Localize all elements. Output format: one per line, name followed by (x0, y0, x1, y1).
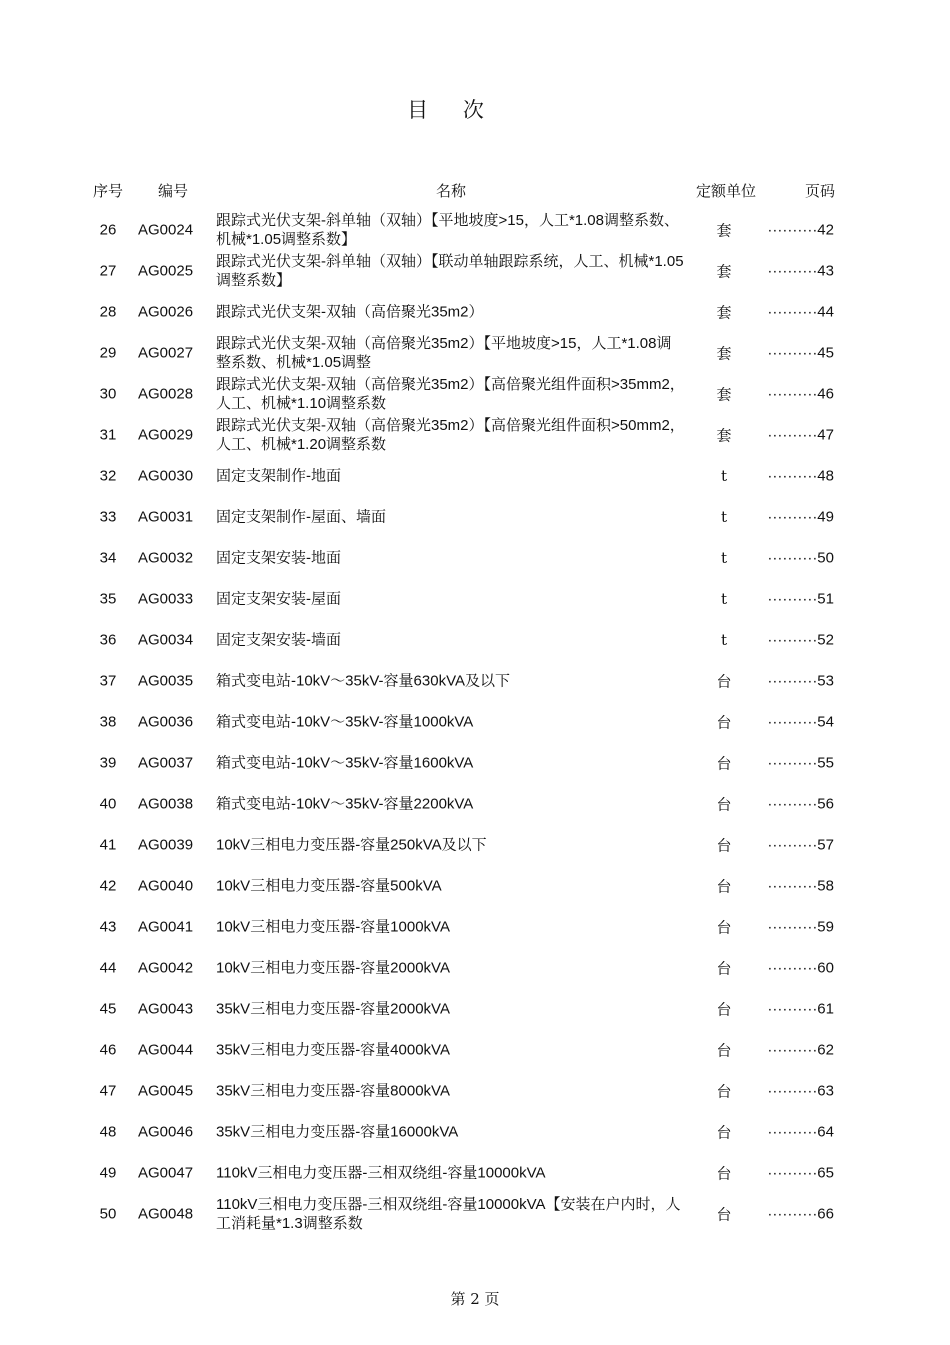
table-row (0, 1070, 950, 1111)
row-no: 42 (99, 877, 117, 894)
table-row (0, 332, 950, 373)
row-page[interactable]: ··········62 (767, 1041, 834, 1058)
row-unit: 台 (716, 754, 732, 772)
table-row (0, 496, 950, 537)
row-no: 50 (99, 1205, 117, 1222)
row-name: 35kV三相电力变压器-容量4000kVA (216, 1041, 450, 1058)
row-no: 48 (99, 1123, 117, 1140)
row-no: 43 (99, 918, 117, 935)
table-row (0, 1152, 950, 1193)
row-page[interactable]: ··········50 (767, 549, 834, 566)
row-no: 45 (99, 1000, 117, 1017)
row-no: 46 (99, 1041, 117, 1058)
page-number: 第 2 页 (450, 1290, 500, 1308)
row-name: 110kV三相电力变压器-三相双绕组-容量10000kVA【安装在户内时，人工消耗量*1.3调整系数 (216, 1195, 681, 1232)
row-code: AG0027 (138, 344, 194, 361)
row-page[interactable]: ··········58 (767, 877, 834, 894)
row-page[interactable]: ··········65 (767, 1164, 834, 1181)
row-unit: t (720, 630, 728, 649)
row-page[interactable]: ··········54 (767, 713, 834, 730)
row-name: 跟踪式光伏支架-双轴（高倍聚光35m2）【高倍聚光组件面积>50mm2，人工、机械*1.20调整系数 (216, 416, 685, 453)
row-no: 26 (99, 221, 117, 238)
table-header (0, 180, 950, 202)
row-page[interactable]: ··········51 (767, 590, 834, 607)
row-name: 10kV三相电力变压器-容量2000kVA (216, 959, 450, 976)
header-code: 编号 (158, 183, 189, 200)
table-row (0, 1029, 950, 1070)
row-page[interactable]: ··········61 (767, 1000, 834, 1017)
row-code: AG0048 (138, 1205, 194, 1222)
row-name: 箱式变电站-10kV～35kV-容量2200kVA (216, 795, 474, 812)
row-name: 固定支架安装-屋面 (216, 590, 341, 607)
row-code: AG0039 (138, 836, 194, 853)
row-no: 37 (99, 672, 117, 689)
row-no: 27 (99, 262, 117, 279)
row-unit: t (720, 548, 728, 567)
row-page[interactable]: ··········48 (767, 467, 834, 484)
row-page[interactable]: ··········56 (767, 795, 834, 812)
table-row (0, 578, 950, 619)
row-no: 30 (99, 385, 117, 402)
row-unit: 套 (716, 385, 732, 403)
row-code: AG0036 (138, 713, 194, 730)
row-page[interactable]: ··········45 (767, 344, 834, 361)
row-name: 10kV三相电力变压器-容量1000kVA (216, 918, 450, 935)
table-row (0, 660, 950, 701)
table-row (0, 250, 950, 291)
row-code: AG0041 (138, 918, 194, 935)
row-name: 跟踪式光伏支架-斜单轴（双轴）【平地坡度>15，人工*1.08调整系数、机械*1.05调整系数】 (216, 211, 679, 248)
row-name: 110kV三相电力变压器-三相双绕组-容量10000kVA (216, 1164, 546, 1181)
row-no: 35 (99, 590, 117, 607)
row-code: AG0024 (138, 221, 194, 238)
row-name: 35kV三相电力变压器-容量16000kVA (216, 1123, 459, 1140)
row-code: AG0028 (138, 385, 194, 402)
row-no: 49 (99, 1164, 117, 1181)
row-name: 跟踪式光伏支架-斜单轴（双轴）【联动单轴跟踪系统，人工、机械*1.05调整系数】 (216, 252, 684, 289)
row-no: 40 (99, 795, 117, 812)
row-unit: 台 (716, 1123, 732, 1141)
header-unit: 定额单位 (695, 183, 756, 200)
row-code: AG0038 (138, 795, 194, 812)
row-no: 31 (99, 426, 117, 443)
row-page[interactable]: ··········64 (767, 1123, 834, 1140)
row-page[interactable]: ··········44 (767, 303, 834, 320)
row-code: AG0046 (138, 1123, 194, 1140)
table-row (0, 988, 950, 1029)
row-name: 固定支架制作-屋面、墙面 (216, 508, 386, 525)
row-page[interactable]: ··········49 (767, 508, 834, 525)
table-row (0, 947, 950, 988)
row-unit: 套 (716, 344, 732, 362)
table-row (0, 209, 950, 250)
row-name: 箱式变电站-10kV～35kV-容量1600kVA (216, 754, 474, 771)
row-unit: 套 (716, 303, 732, 321)
row-name: 10kV三相电力变压器-容量250kVA及以下 (216, 836, 487, 853)
row-page[interactable]: ··········66 (767, 1205, 834, 1222)
row-name: 35kV三相电力变压器-容量8000kVA (216, 1082, 450, 1099)
row-unit: t (720, 589, 728, 608)
row-code: AG0032 (138, 549, 194, 566)
row-unit: 台 (716, 1041, 732, 1059)
row-page[interactable]: ··········43 (767, 262, 834, 279)
row-code: AG0029 (138, 426, 194, 443)
row-name: 箱式变电站-10kV～35kV-容量630kVA及以下 (216, 672, 510, 689)
row-unit: 套 (716, 221, 732, 239)
row-page[interactable]: ··········52 (767, 631, 834, 648)
row-no: 41 (99, 836, 117, 853)
row-no: 28 (99, 303, 117, 320)
row-page[interactable]: ··········55 (767, 754, 834, 771)
row-unit: 台 (716, 713, 732, 731)
table-row (0, 1111, 950, 1152)
row-code: AG0031 (138, 508, 194, 525)
row-no: 44 (99, 959, 117, 976)
row-page[interactable]: ··········42 (767, 221, 834, 238)
row-unit: 台 (716, 1164, 732, 1182)
row-page[interactable]: ··········59 (767, 918, 834, 935)
row-name: 跟踪式光伏支架-双轴（高倍聚光35m2）【高倍聚光组件面积>35mm2，人工、机械*1.10调整系数 (216, 375, 685, 412)
row-unit: 台 (716, 1082, 732, 1100)
row-page[interactable]: ··········57 (767, 836, 834, 853)
row-code: AG0044 (138, 1041, 194, 1058)
table-row (0, 701, 950, 742)
row-name: 固定支架制作-地面 (216, 467, 341, 484)
table-row (0, 291, 950, 332)
table-row (0, 742, 950, 783)
row-name: 35kV三相电力变压器-容量2000kVA (216, 1000, 450, 1017)
table-row (0, 455, 950, 496)
row-name: 10kV三相电力变压器-容量500kVA (216, 877, 442, 894)
row-code: AG0042 (138, 959, 194, 976)
row-no: 38 (99, 713, 117, 730)
row-code: AG0035 (138, 672, 194, 689)
row-no: 39 (99, 754, 117, 771)
table-row (0, 1193, 950, 1234)
row-no: 32 (99, 467, 117, 484)
row-page[interactable]: ··········53 (767, 672, 834, 689)
row-no: 47 (99, 1082, 117, 1099)
row-unit: 台 (716, 795, 732, 813)
row-unit: 套 (716, 262, 732, 280)
row-name: 跟踪式光伏支架-双轴（高倍聚光35m2）【平地坡度>15，人工*1.08调整系数、机械*1.05调整 (216, 334, 672, 371)
table-row (0, 865, 950, 906)
row-name: 固定支架安装-墙面 (216, 631, 341, 648)
row-name: 箱式变电站-10kV～35kV-容量1000kVA (216, 713, 474, 730)
row-unit: 台 (716, 1205, 732, 1223)
row-code: AG0033 (138, 590, 194, 607)
row-page[interactable]: ··········46 (767, 385, 834, 402)
row-unit: t (720, 466, 728, 485)
toc-table (0, 209, 950, 1234)
row-no: 29 (99, 344, 117, 361)
row-unit: 台 (716, 836, 732, 854)
table-row (0, 537, 950, 578)
row-page[interactable]: ··········60 (767, 959, 834, 976)
row-name: 跟踪式光伏支架-双轴（高倍聚光35m2） (216, 303, 484, 320)
row-unit: 套 (716, 426, 732, 444)
row-page[interactable]: ··········63 (767, 1082, 834, 1099)
row-unit: 台 (716, 1000, 732, 1018)
row-code: AG0037 (138, 754, 194, 771)
row-no: 33 (99, 508, 117, 525)
row-code: AG0040 (138, 877, 194, 894)
row-unit: 台 (716, 672, 732, 690)
row-no: 36 (99, 631, 117, 648)
header-name: 名称 (435, 183, 466, 200)
row-unit: 台 (716, 877, 732, 895)
row-no: 34 (99, 549, 117, 566)
row-code: AG0026 (138, 303, 194, 320)
row-name: 固定支架安装-地面 (216, 549, 341, 566)
header-page: 页码 (804, 183, 835, 200)
page-title: 目 次 (407, 98, 498, 122)
header-no: 序号 (92, 183, 123, 200)
row-unit: 台 (716, 918, 732, 936)
table-row (0, 906, 950, 947)
row-page[interactable]: ··········47 (767, 426, 834, 443)
row-code: AG0025 (138, 262, 194, 279)
table-row (0, 783, 950, 824)
row-unit: 台 (716, 959, 732, 977)
table-row (0, 619, 950, 660)
row-unit: t (720, 507, 728, 526)
row-code: AG0043 (138, 1000, 194, 1017)
table-row (0, 373, 950, 414)
row-code: AG0045 (138, 1082, 194, 1099)
table-row (0, 824, 950, 865)
row-code: AG0047 (138, 1164, 194, 1181)
table-row (0, 414, 950, 455)
row-code: AG0030 (138, 467, 194, 484)
row-code: AG0034 (138, 631, 194, 648)
